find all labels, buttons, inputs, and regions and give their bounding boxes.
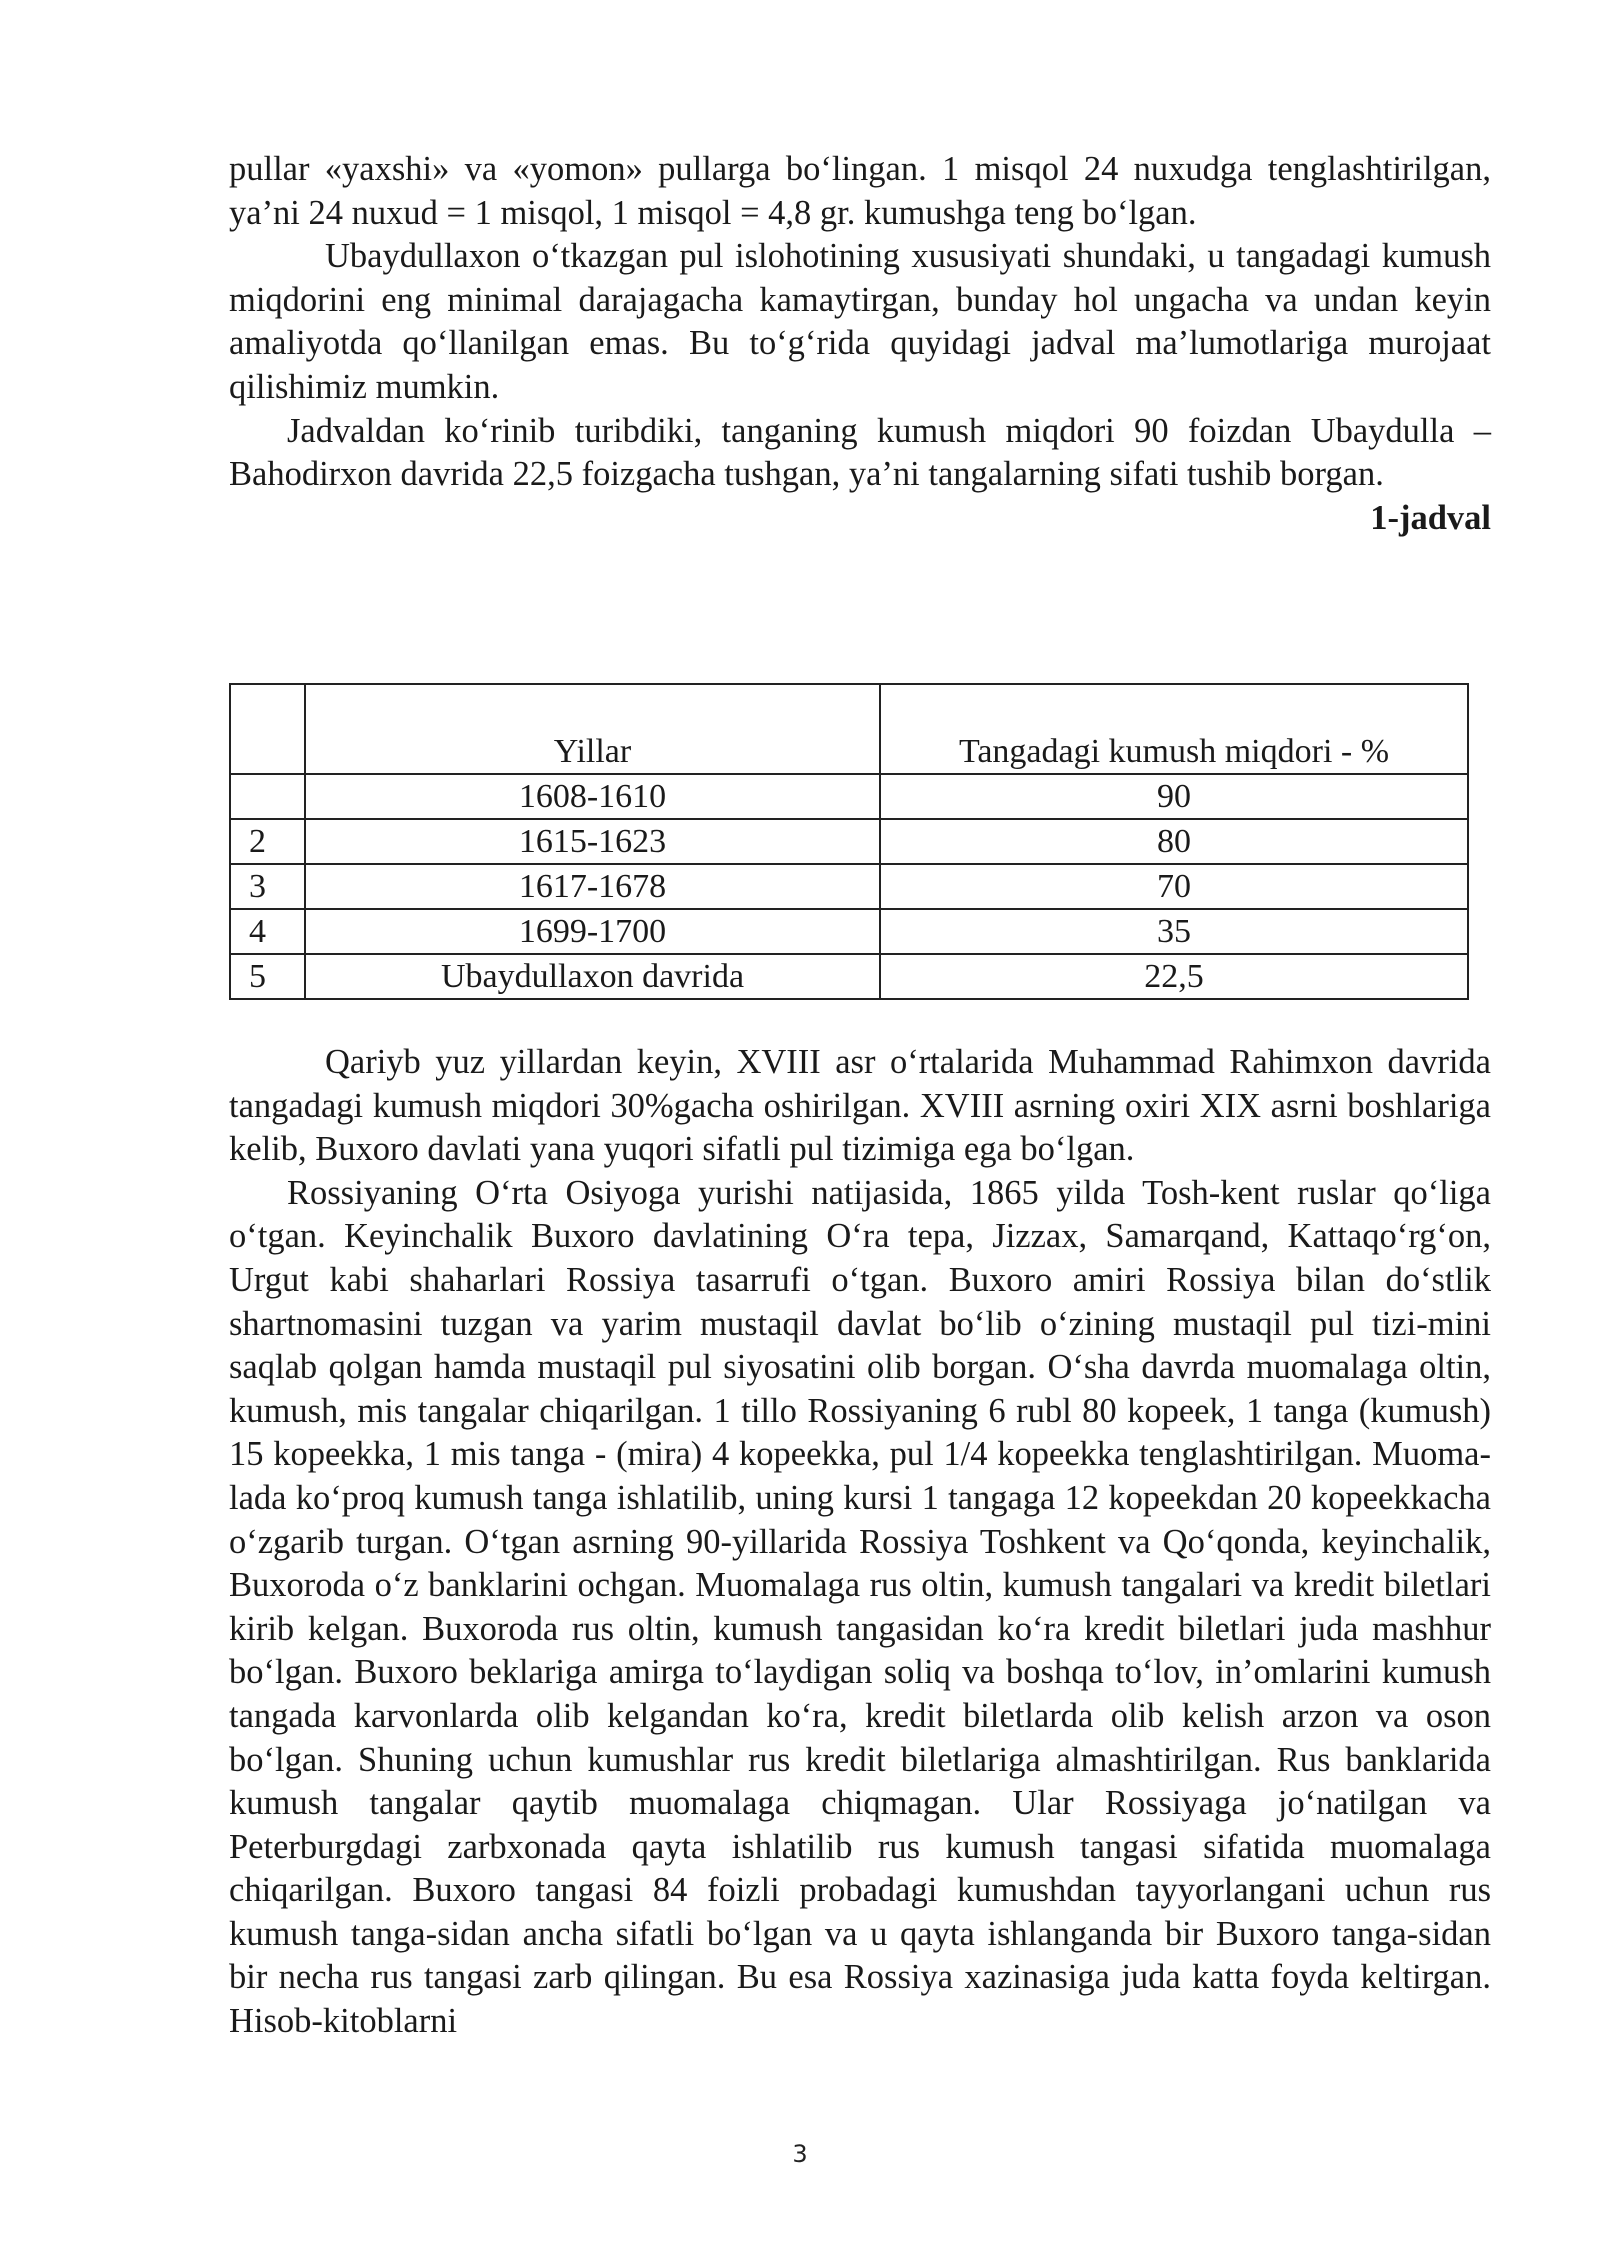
row-years: Ubaydullaxon davrida [305,954,880,999]
paragraph-intro: pullar «yaxshi» va «yomon» pullarga bo‘lingan. 1 misqol 24 nuxudga tenglashtirilgan, ya’ni 24 nuxud = 1 misqol, 1 misqol = 4,8 gr. kumushga teng bo‘lgan. [229,150,1491,232]
document-page [229,148,1491,2041]
table-row [230,819,1468,864]
row-silver-percent: 70 [880,864,1468,909]
row-years: 1699-1700 [305,909,880,954]
silver-content-table [229,683,1469,1000]
page-number: 3 [792,2140,808,2168]
table-row [230,954,1468,999]
row-years: 1608-1610 [305,774,880,819]
row-silver-percent: 22,5 [880,954,1468,999]
table-row [230,909,1468,954]
row-number: 4 [230,909,305,954]
paragraph-rahimxon: Qariyb yuz yillardan keyin, XVIII asr o‘rtalarida Muhammad Rahimxon davrida tangadagi kumush miqdori 30%gacha oshirilgan. XVIII asrning oxiri XIX asrni boshlariga kelib, Buxoro davlati yana yuqori sifatli pul tizimiga ega bo‘lgan. [229,1043,1491,1169]
paragraph-russian-conquest: Rossiyaning O‘rta Osiyoga yurishi natijasida, 1865 yilda Tosh-kent ruslar qo‘liga o‘tgan. Keyinchalik Buxoro davlatining O‘ra tepa, Jizzax, Samarqand, Kattaqo‘rg‘on, Urgut kabi shaharlari Rossiya tasarrufi o‘tgan. Buxoro amiri Rossiya bilan do‘stlik shartnomasini tuzgan va yarim mustaqil davlat bo‘lib o‘zining mustaqil pul tizi-mini saqlab qolgan hamda mustaqil pul siyosatini olib borgan. O‘sha davrda muomalaga oltin, kumush, mis tangalar chiqarilgan. 1 tillo Rossiyaning 6 rubl 80 kopeek, 1 tanga (kumush) 15 kopeekka, 1 mis tanga - (mira) 4 kopeekka, pul 1/4 kopeekka tenglashtirilgan. Muoma-lada ko‘proq kumush tanga ishlatilib, uning kursi 1 tangaga 12 kopeekdan 20 kopeekkacha o‘zgarib turgan. O‘tgan asrning 90-yillarida Rossiya Toshkent va Qo‘qonda, keyinchalik, Buxoroda o‘z banklarini ochgan. Muomalaga rus oltin, kumush tangalari va kredit biletlari kirib kelgan. Buxoroda rus oltin, kumush tangasidan ko‘ra kredit biletlari juda mashhur bo‘lgan. Buxoro beklariga amirga to‘laydigan soliq va boshqa to‘lov, in’omlarini kumush tangada karvonlarda olib kelgandan ko‘ra, kredit biletlarda olib kelish arzon va oson bo‘lgan. Shuning uchun kumushlar rus kredit biletlariga almashtirilgan. Rus banklarida kumush tangalar qaytib muomalaga chiqmagan. Ular Rossiyaga jo‘natilgan va Peterburgdagi zarbxonada qayta ishlatilib rus kumush tangasi sifatida muomalaga chiqarilgan. Buxoro tangasi 84 foizli probadagi kumushdan tayyorlangani uchun rus kumush tanga-sidan ancha sifatli bo‘lgan va u qayta ishlanganda bir Buxoro tanga-sidan bir necha rus tangasi zarb qilingan. Bu esa Rossiya xazinasiga juda katta foyda keltirgan. Hisob-kitoblarni [229,1173,1491,2041]
body-text-after-table [229,1041,1491,2044]
paragraph-table-summary: Jadvaldan ko‘rinib turibdiki, tanganing kumush miqdori 90 foizdan Ubaydulla – Bahodirxon davrida 22,5 foizgacha tushgan, ya’ni tangalarning sifati tushib borgan. [229,411,1491,494]
row-years: 1615-1623 [305,819,880,864]
table-row [230,864,1468,909]
header-years: Yillar [305,684,880,774]
row-number: 5 [230,954,305,999]
table-header-row [230,684,1468,774]
row-number: 3 [230,864,305,909]
header-number [230,684,305,774]
row-silver-percent: 35 [880,909,1468,954]
row-number: 2 [230,819,305,864]
header-silver-percent: Tangadagi kumush miqdori - % [880,684,1468,774]
row-years: 1617-1678 [305,864,880,909]
row-silver-percent: 90 [880,774,1468,819]
row-silver-percent: 80 [880,819,1468,864]
table-row [230,774,1468,819]
row-number [230,774,305,819]
paragraph-ubaydullaxon-reform: Ubaydullaxon o‘tkazgan pul islohotining xususiyati shundaki, u tangadagi kumush miqdorini eng minimal darajagacha kamaytirgan, bunday hol ungacha va undan keyin amaliyotda qo‘llanilgan emas. Bu to‘g‘rida quyidagi jadval ma’lumotlariga murojaat qilishimiz mumkin. [229,237,1491,406]
table-label: 1-jadval [1370,498,1491,537]
